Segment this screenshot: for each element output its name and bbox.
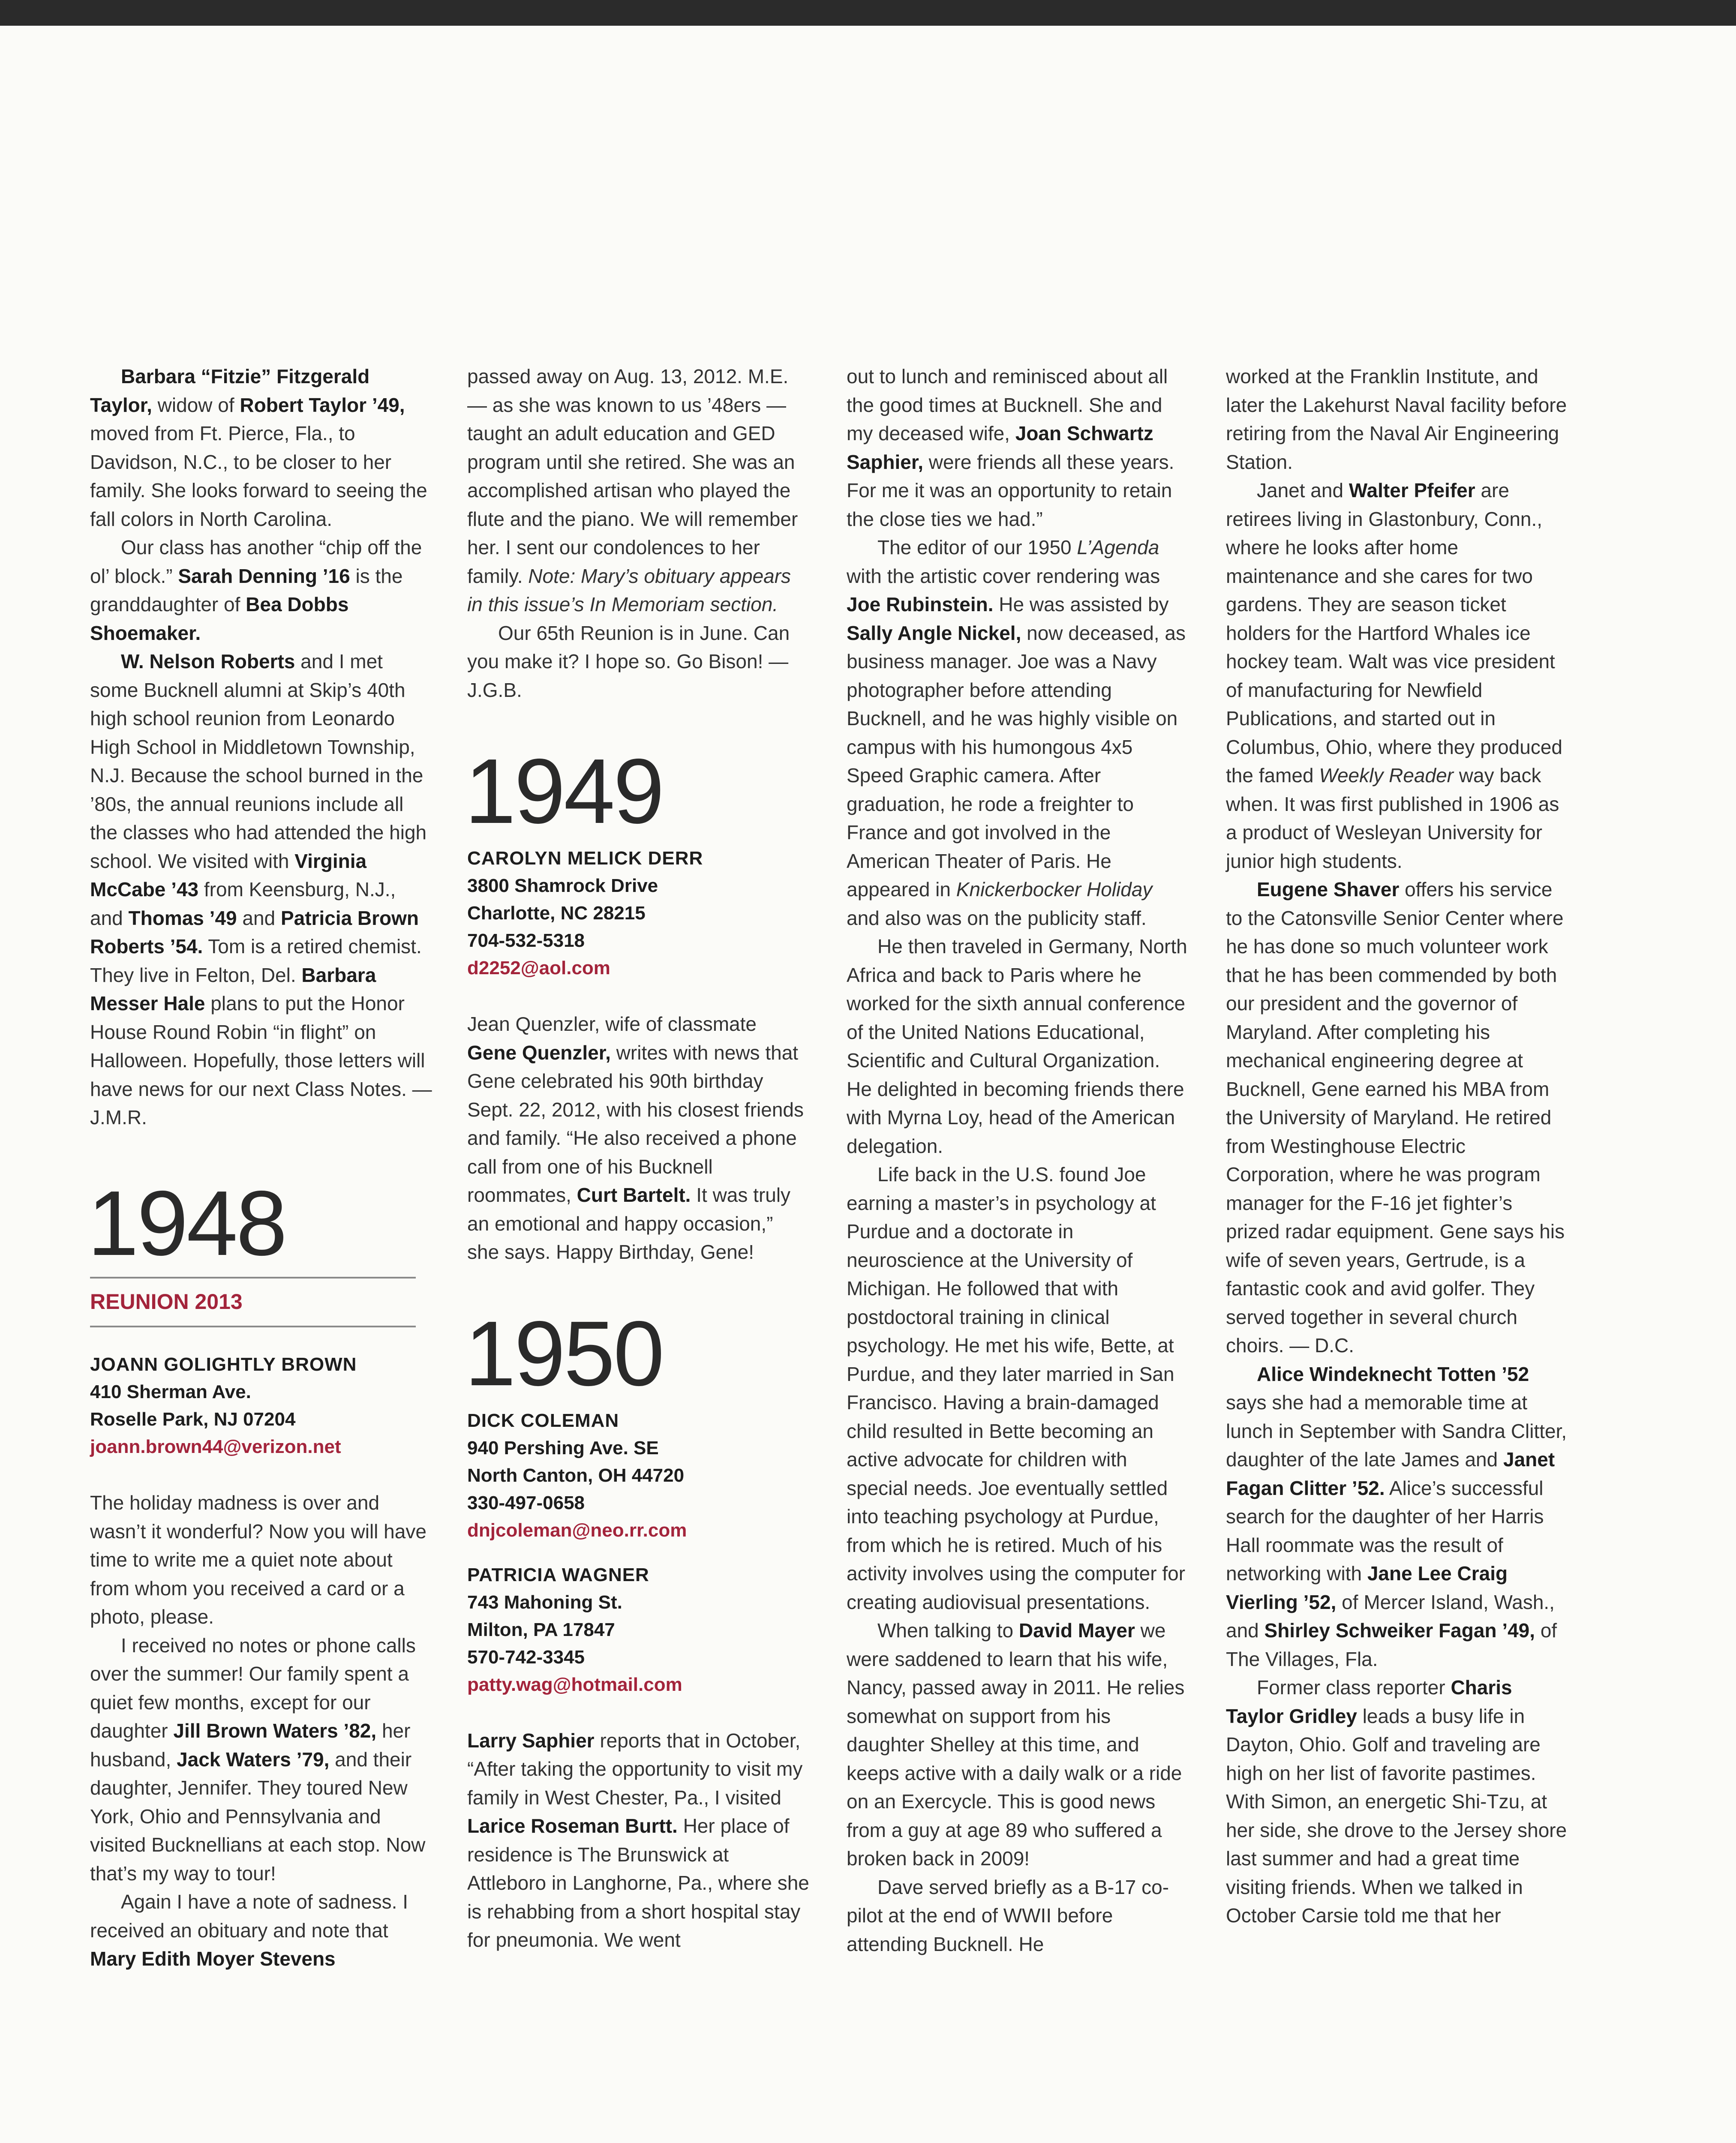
paragraph: Dave served briefly as a B-17 co-pilot at the end of WWII before attending Bucknell. He <box>847 1876 1169 1955</box>
email-link[interactable]: patty.wag@hotmail.com <box>467 1674 682 1695</box>
column-4 <box>1226 362 1569 1930</box>
paragraph: passed away on Aug. 13, 2012. M.E. — as she was known to us ’48ers — taught an adult education and GED program until she retired. She was an accomplished artisan who played the flute and the piano. We will remember her. I sent our condolences to her family. Note: Mary’s obituary appears in this issue’s In Memoriam section. <box>467 365 798 615</box>
column-3 <box>847 362 1189 1958</box>
class-reporter-contact: JOANN GOLIGHTLY BROWN 410 Sherman Ave. Roselle Park, NJ 07204 joann.brown44@verizon.net <box>90 1351 433 1461</box>
class-reporter-contact: CAROLYN MELICK DERR 3800 Shamrock Drive Charlotte, NC 28215 704-532-5318 d2252@aol.com <box>467 845 810 982</box>
paragraph: W. Nelson Roberts and I met some Bucknell alumni at Skip’s 40th high school reunion from Leonardo High School in Middletown Township, N.J. Because the school burned in the ’80s, the annual reunions include all the classes who had attended the high school. We visited with Virginia McCabe ’43 from Keensburg, N.J., and Thomas ’49 and Patricia Brown Roberts ’54. Tom is a retired chemist. They live in Felton, Del. Barbara Messer Hale plans to put the Honor House Round Robin “in flight” on Halloween. Hopefully, those letters will have news for our next Class Notes. — J.M.R. <box>90 650 432 1129</box>
paragraph: Janet and Walter Pfeifer are retirees living in Glastonbury, Conn., where he looks after home maintenance and she cares for two gardens. They are season ticket holders for the Hartford Whales ice hockey team. Walt was vice president of manufacturing for Newfield Publications, and started out in Columbus, Ohio, where they produced the famed Weekly Reader way back when. It was first published in 1906 as a product of Wesleyan University for junior high students. <box>1226 479 1562 872</box>
paragraph: Again I have a note of sadness. I received an obituary and note that Mary Edith Moyer Stevens <box>90 1891 408 1970</box>
paragraph: Larry Saphier reports that in October, “After taking the opportunity to visit my family in West Chester, Pa., I visited Larice Roseman Burtt. Her place of residence is The Brunswick at Attleboro in Langhorne, Pa., where she is rehabbing from a short hospital stay for pneumonia. We went <box>467 1729 809 1951</box>
scan-border <box>0 0 1736 26</box>
paragraph: The holiday madness is over and wasn’t it wonderful? Now you will have time to write me a quiet note about from whom you received a card or a photo, please. <box>90 1492 426 1628</box>
paragraph: Barbara “Fitzie” Fitzgerald Taylor, widow of Robert Taylor ’49, moved from Ft. Pierce, Fla., to Davidson, N.C., to be closer to her family. She looks forward to seeing the fall colors in North Carolina. <box>90 365 427 530</box>
paragraph: Life back in the U.S. found Joe earning a master’s in psychology at Purdue and a doctorate in neuroscience at the University of Michigan. He followed that with postdoctoral training in clinical psychology. He met his wife, Bette, at Purdue, and they later married in San Francisco. Having a brain-damaged child resulted in Bette becoming an active advocate for children with special needs. Joe eventually settled into teaching psychology at Purdue, from which he is retired. Much of his activity involves using the computer for creating audiovisual presentations. <box>847 1163 1186 1613</box>
class-reporter-contact: DICK COLEMAN 940 Pershing Ave. SE North Canton, OH 44720 330-497-0658 dnjcoleman@neo.rr.com <box>467 1407 810 1544</box>
class-year-heading: 1948 <box>87 1171 286 1275</box>
paragraph: Former class reporter Charis Taylor Gridley leads a busy life in Dayton, Ohio. Golf and traveling are high on her list of favorite pastimes. With Simon, an energetic Shi-Tzu, at her side, she drove to the Jersey shore last summer and had a great time visiting friends. When we talked in October Carsie told me that her <box>1226 1676 1567 1927</box>
email-link[interactable]: joann.brown44@verizon.net <box>90 1436 341 1457</box>
class-reporter-contact: PATRICIA WAGNER 743 Mahoning St. Milton, PA 17847 570-742-3345 patty.wag@hotmail.com <box>467 1561 810 1699</box>
paragraph: Our 65th Reunion is in June. Can you make it? I hope so. Go Bison! — J.G.B. <box>467 621 790 701</box>
class-year-heading: 1950 <box>465 1301 663 1405</box>
column-1 <box>87 362 433 1973</box>
paragraph: He then traveled in Germany, North Africa and back to Paris where he worked for the sixth annual conference of the United Nations Educational, Scientific and Cultural Organization. He delighted in becoming friends there with Myrna Loy, head of the American delegation. <box>847 935 1187 1157</box>
paragraph: I received no notes or phone calls over the summer! Our family spent a quiet few months, except for our daughter Jill Brown Waters ’82, her husband, Jack Waters ’79, and their daughter, Jennifer. They toured New York, Ohio and Pennsylvania and visited Bucknellians at each stop. Now that’s my way to tour! <box>90 1634 426 1885</box>
paragraph: The editor of our 1950 L’Agenda with the artistic cover rendering was Joe Rubinstein. He was assisted by Sally Angle Nickel, now deceased, as business manager. Joe was a Navy photographer before attending Bucknell, and he was highly visible on campus with his humongous 4x5 Speed Graphic camera. After graduation, he rode a freighter to France and got involved in the American Theater of Paris. He appeared in Knickerbocker Holiday and also was on the publicity staff. <box>847 536 1186 929</box>
paragraph: Alice Windeknecht Totten ’52 says she had a memorable time at lunch in September with Sandra Clitter, daughter of the late James and Janet Fagan Clitter ’52. Alice’s successful search for the daughter of her Harris Hall roommate was the result of networking with Jane Lee Craig Vierling ’52, of Mercer Island, Wash., and Shirley Schweiker Fagan ’49, of The Villages, Fla. <box>1226 1363 1567 1670</box>
paragraph: out to lunch and reminisced about all the good times at Bucknell. She and my deceased wife, Joan Schwartz Saphier, were friends all these years. For me it was an opportunity to retain the close ties we had.” <box>847 365 1174 530</box>
paragraph: Jean Quenzler, wife of classmate Gene Quenzler, writes with news that Gene celebrated his 90th birthday Sept. 22, 2012, with his closest friends and family. “He also received a phone call from one of his Bucknell roommates, Curt Bartelt. It was truly an emotional and happy occasion,” she says. Happy Birthday, Gene! <box>467 1013 804 1263</box>
paragraph: worked at the Franklin Institute, and later the Lakehurst Naval facility before retiring from the Naval Air Engineering Station. <box>1226 365 1567 473</box>
paragraph: Our class has another “chip off the ol’ block.” Sarah Denning ’16 is the granddaughter of Bea Dobbs Shoemaker. <box>90 536 422 644</box>
column-2 <box>467 362 810 1954</box>
email-link[interactable]: d2252@aol.com <box>467 957 610 978</box>
paragraph: When talking to David Mayer we were saddened to learn that his wife, Nancy, passed away in 2011. He relies somewhat on support from his daughter Shelley at this time, and keeps active with a daily walk or a ride on an Exercycle. This is good news from a guy at age 89 who suffered a broken back in 2009! <box>847 1619 1185 1870</box>
paragraph: Eugene Shaver offers his service to the Catonsville Senior Center where he has done so much volunteer work that he has been commended by both our president and the governor of Maryland. After completing his mechanical engineering degree at Bucknell, Gene earned his MBA from the University of Maryland. He retired from Westinghouse Electric Corporation, where he was program manager for the F-16 jet fighter’s prized radar equipment. Gene says his wife of seven years, Gertrude, is a fantastic cook and avid golfer. They served together in several church choirs. — D.C. <box>1226 878 1565 1357</box>
email-link[interactable]: dnjcoleman@neo.rr.com <box>467 1519 687 1541</box>
reunion-label: REUNION 2013 <box>90 1277 416 1328</box>
class-year-heading: 1949 <box>465 739 663 843</box>
